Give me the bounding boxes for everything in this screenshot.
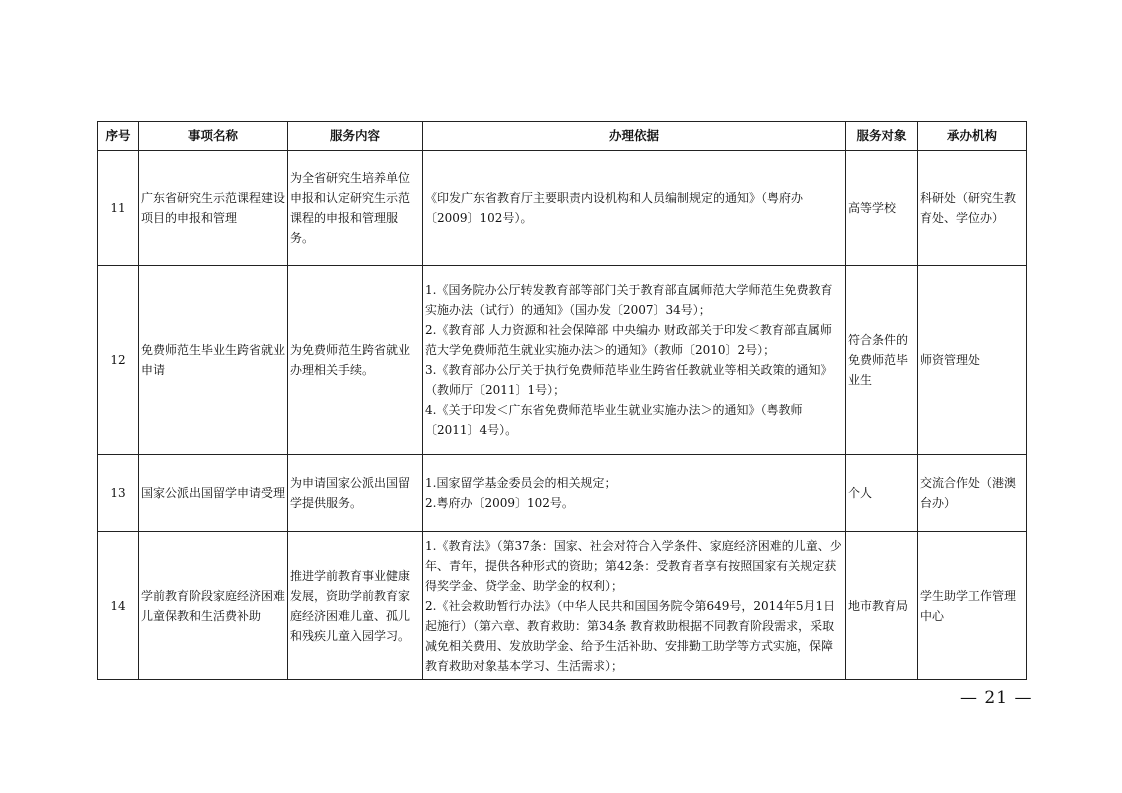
service-content: 推进学前教育事业健康发展，资助学前教育家庭经济困难儿童、孤儿和残疾儿童入园学习。 bbox=[288, 532, 423, 680]
basis-line: 1.《国务院办公厅转发教育部等部门关于教育部直属师范大学师范生免费教育实施办法（试行）的通知》（国办发〔2007〕34号）； bbox=[425, 283, 833, 317]
service-target: 个人 bbox=[846, 455, 918, 532]
item-name: 国家公派出国留学申请受理 bbox=[139, 455, 288, 532]
handling-basis bbox=[423, 266, 846, 455]
basis-line: 2.《社会救助暂行办法》（中华人民共和国国务院令第649号，2014年5月1日起施行）（第六章、教育救助：第34条 教育救助根据不同教育阶段需求，采取减免相关费用、发放助学金、给予生活补助、安排勤工助学等方式实施，保障教育救助对象基本学习、生活需求）； bbox=[425, 598, 836, 673]
agency: 学生助学工作管理中心 bbox=[918, 532, 1027, 680]
service-target: 符合条件的免费师范毕业生 bbox=[846, 266, 918, 455]
table-row bbox=[98, 455, 1027, 532]
header-service-content: 服务内容 bbox=[288, 122, 423, 151]
service-target: 地市教育局 bbox=[846, 532, 918, 680]
page-number: — 21 — bbox=[960, 688, 1033, 708]
handling-basis bbox=[423, 151, 846, 266]
service-target: 高等学校 bbox=[846, 151, 918, 266]
service-content: 为全省研究生培养单位申报和认定研究生示范课程的申报和管理服务。 bbox=[288, 151, 423, 266]
header-service-target: 服务对象 bbox=[846, 122, 918, 151]
table-row bbox=[98, 151, 1027, 266]
header-basis: 办理依据 bbox=[423, 122, 846, 151]
header-number: 序号 bbox=[98, 122, 139, 151]
service-content: 为免费师范生跨省就业办理相关手续。 bbox=[288, 266, 423, 455]
basis-line: 4.《关于印发＜广东省免费师范毕业生就业实施办法＞的通知》（粤教师〔2011〕4号）。 bbox=[425, 403, 803, 437]
item-name: 免费师范生毕业生跨省就业申请 bbox=[139, 266, 288, 455]
handling-basis bbox=[423, 455, 846, 532]
basis-line: 1.国家留学基金委员会的相关规定； bbox=[425, 476, 617, 490]
basis-line: 2.《教育部 人力资源和社会保障部 中央编办 财政部关于印发＜教育部直属师范大学免费师范生就业实施办法＞的通知》（教师〔2010〕2号）； bbox=[425, 323, 832, 357]
item-name: 广东省研究生示范课程建设项目的申报和管理 bbox=[139, 151, 288, 266]
service-content: 为申请国家公派出国留学提供服务。 bbox=[288, 455, 423, 532]
basis-line: 3.《教育部办公厅关于执行免费师范毕业生跨省任教就业等相关政策的通知》（教师厅〔2011〕1号）； bbox=[425, 363, 833, 397]
item-name: 学前教育阶段家庭经济困难儿童保教和生活费补助 bbox=[139, 532, 288, 680]
header-item-name: 事项名称 bbox=[139, 122, 288, 151]
basis-line: 1.《教育法》（第37条：国家、社会对符合入学条件、家庭经济困难的儿童、少年、青年，提供各种形式的资助；第42条：受教育者享有按照国家有关规定获得奖学金、贷学金、助学金的权利）； bbox=[425, 538, 842, 593]
handling-basis bbox=[423, 532, 846, 680]
table-row bbox=[98, 266, 1027, 455]
agency: 师资管理处 bbox=[918, 266, 1027, 455]
table-row bbox=[98, 532, 1027, 680]
basis-line: 《印发广东省教育厅主要职责内设机构和人员编制规定的通知》（粤府办〔2009〕102号）。 bbox=[425, 191, 804, 225]
row-number: 12 bbox=[98, 266, 139, 455]
service-items-table bbox=[97, 121, 1027, 680]
table-header-row bbox=[98, 122, 1027, 151]
agency: 交流合作处（港澳台办） bbox=[918, 455, 1027, 532]
row-number: 11 bbox=[98, 151, 139, 266]
agency: 科研处（研究生教育处、学位办） bbox=[918, 151, 1027, 266]
basis-line: 2.粤府办〔2009〕102号。 bbox=[425, 496, 574, 510]
row-number: 13 bbox=[98, 455, 139, 532]
header-agency: 承办机构 bbox=[918, 122, 1027, 151]
row-number: 14 bbox=[98, 532, 139, 680]
